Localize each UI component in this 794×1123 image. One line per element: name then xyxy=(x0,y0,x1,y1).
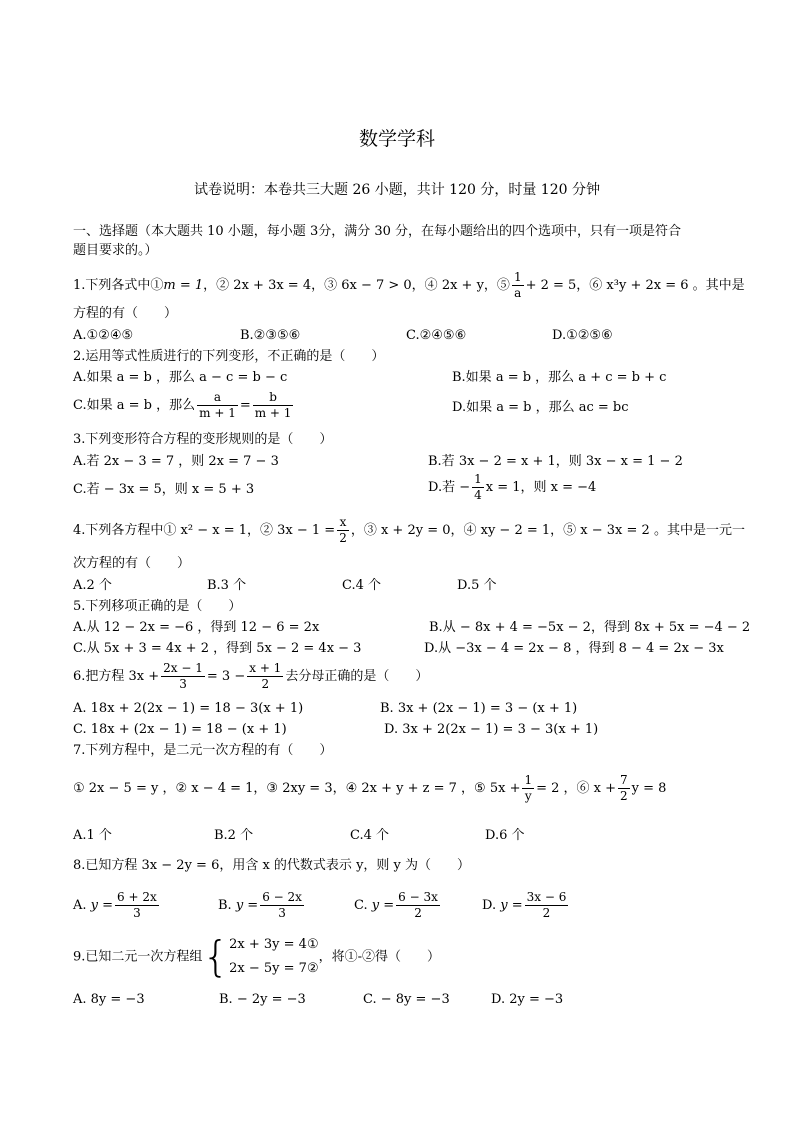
q8-optb-frac xyxy=(260,890,304,921)
q9-option-c[interactable]: C. − 8y = −3 xyxy=(363,992,450,1007)
q6-frac1 xyxy=(161,661,205,692)
question-8-stem: 8.已知方程 3x − 2y = 6，用含 x 的代数式表示 y，则 y 为（ ） xyxy=(73,858,471,873)
q7-items-post: y = 8 xyxy=(631,781,667,796)
q1-fraction xyxy=(512,270,524,301)
q8-opta-lhs: y = xyxy=(90,898,114,913)
q8-option-c[interactable] xyxy=(354,890,442,921)
q8-opta-num: 6 + 2x xyxy=(117,890,157,904)
question-2-stem: 2.运用等式性质进行的下列变形，不正确的是（ ） xyxy=(73,349,385,364)
section-heading xyxy=(73,222,723,260)
q2-option-b[interactable]: B.如果 a = b ，那么 a + c = b + c xyxy=(452,370,667,385)
q1-option-c[interactable]: C.②④⑤⑥ xyxy=(406,328,467,343)
q4-option-b[interactable]: B.3 个 xyxy=(207,578,247,593)
q9-eq2: 2x − 5y = 7② xyxy=(229,961,319,976)
q8-opta-frac xyxy=(115,890,159,921)
q9-pre: 9.已知二元一次方程组 xyxy=(73,949,203,965)
q5-option-d[interactable]: D.从 −3x − 4 = 2x − 8 ，得到 8 − 4 = 2x − 3x xyxy=(424,641,724,656)
q7-option-c[interactable]: C.4 个 xyxy=(350,828,390,843)
q3-option-b[interactable]: B.若 3x − 2 = x + 1，则 3x − x = 1 − 2 xyxy=(428,454,683,469)
q5-option-b[interactable]: B.从 − 8x + 4 = −5x − 2，得到 8x + 5x = −4 − 2 xyxy=(429,620,751,635)
q2-optc-num1: a xyxy=(197,390,238,406)
q2-optc-den2: m + 1 xyxy=(254,406,292,420)
q7-frac2 xyxy=(618,773,630,804)
q9-post: ，将①-②得（ ） xyxy=(318,949,441,965)
q1-frac-num: 1 xyxy=(513,270,522,284)
brace-symbol: { xyxy=(202,932,230,981)
q1-expr1: m = 1 xyxy=(163,278,204,293)
q7-items-mid: = 2 ，⑥ x + xyxy=(536,781,617,796)
q8-optc-num: 6 − 3x xyxy=(398,890,438,904)
q8-optb-label: B. xyxy=(218,898,232,913)
q8-optc-frac xyxy=(396,890,440,921)
q8-opta-label: A. xyxy=(73,898,87,913)
q4-frac-num: x xyxy=(337,515,349,531)
q6-mid: = 3 − xyxy=(206,669,246,684)
q7-frac2-den: 2 xyxy=(620,789,628,803)
q8-optd-label: D. xyxy=(482,898,497,913)
question-1-line2: 方程的有（ ） xyxy=(73,306,178,321)
question-3-stem: 3.下列变形符合方程的变形规则的是（ ） xyxy=(73,432,333,447)
q2-optc-frac2 xyxy=(253,390,294,421)
q7-option-d[interactable]: D.6 个 xyxy=(485,828,525,843)
q8-option-d[interactable] xyxy=(482,890,570,921)
q9-option-d[interactable]: D. 2y = −3 xyxy=(491,992,564,1007)
q6-frac2 xyxy=(247,661,283,692)
q3-optd-frac xyxy=(472,472,484,503)
q9-eq1: 2x + 3y = 4① xyxy=(229,937,319,952)
question-6-stem xyxy=(73,661,428,692)
q2-option-c[interactable] xyxy=(73,390,295,421)
question-1-stem xyxy=(73,270,745,301)
q7-option-b[interactable]: B.2 个 xyxy=(214,828,254,843)
question-9-stem xyxy=(73,933,440,981)
q3-option-a[interactable]: A.若 2x − 3 = 7 ，则 2x = 7 − 3 xyxy=(73,454,279,469)
q3-optd-den: 4 xyxy=(474,488,482,502)
question-4-line2: 次方程的有（ ） xyxy=(73,556,191,571)
q4-frac-den: 2 xyxy=(339,531,347,545)
q6-frac2-num: x + 1 xyxy=(249,661,282,675)
q3-optd-num: 1 xyxy=(474,472,482,486)
q8-option-b[interactable] xyxy=(218,890,306,921)
q2-option-a[interactable]: A.如果 a = b ，那么 a − c = b − c xyxy=(73,370,288,385)
q8-opta-den: 3 xyxy=(133,906,141,920)
q8-optc-lhs: y = xyxy=(371,898,395,913)
q3-optd-post: x = 1，则 x = −4 xyxy=(485,480,597,495)
q7-frac1 xyxy=(522,773,534,804)
q1-expr3: + 2 = 5，⑥ x³y + 2x = 6 。其中是 xyxy=(525,278,745,293)
q6-option-d[interactable]: D. 3x + 2(2x − 1) = 3 − 3(x + 1) xyxy=(384,722,599,737)
q7-option-a[interactable]: A.1 个 xyxy=(73,828,112,843)
q2-optc-eq: = xyxy=(239,398,251,413)
q9-option-b[interactable]: B. − 2y = −3 xyxy=(219,992,306,1007)
q7-items-pre: ① 2x − 5 = y ，② x − 4 = 1，③ 2xy = 3，④ 2x + y + z = 7 ，⑤ 5x + xyxy=(73,781,521,796)
q6-pre: 6.把方程 3x + xyxy=(73,669,160,684)
q9-equation-system xyxy=(229,933,318,981)
q8-optc-label: C. xyxy=(354,898,368,913)
q7-frac1-den: y xyxy=(524,789,532,803)
q7-frac1-num: 1 xyxy=(524,773,533,787)
q4-post: ，③ x + 2y = 0，④ xy − 2 = 1，⑤ x − 3x = 2 。其中是一元一 xyxy=(350,523,745,538)
q4-fraction xyxy=(337,515,349,546)
q8-optd-lhs: y = xyxy=(500,898,523,913)
section-heading-line2: 题目要求的。） xyxy=(73,243,158,258)
q8-optd-frac xyxy=(525,890,569,921)
q2-optc-den1: m + 1 xyxy=(199,406,236,420)
section-heading-line1: 一、选择题（本大题共 10 小题，每小题 3分，满分 30 分，在每小题给出的四个选项中，只有一项是符合 xyxy=(73,224,682,239)
q2-optc-num2: b xyxy=(253,390,294,406)
q4-option-a[interactable]: A.2 个 xyxy=(73,578,112,593)
q6-option-a[interactable]: A. 18x + 2(2x − 1) = 18 − 3(x + 1) xyxy=(73,701,304,716)
q2-optc-frac1 xyxy=(197,390,238,421)
q8-optd-den: 2 xyxy=(542,906,551,920)
q2-optc-prefix: C.如果 a = b ，那么 xyxy=(73,398,196,413)
q8-optb-lhs: y = xyxy=(235,898,259,913)
q8-optb-den: 3 xyxy=(278,906,286,920)
q2-option-d[interactable]: D.如果 a = b ，那么 ac = bc xyxy=(452,400,629,415)
q3-option-d[interactable] xyxy=(428,472,596,503)
q1-expr2: ，② 2x + 3x = 4，③ 6x − 7 > 0，④ 2x + y，⑤ xyxy=(203,278,510,293)
page-title: 数学学科 xyxy=(358,128,435,150)
q8-option-a[interactable] xyxy=(73,890,161,921)
q8-optb-num: 6 − 2x xyxy=(262,890,302,904)
q1-option-b[interactable]: B.②③⑤⑥ xyxy=(240,328,301,343)
q5-option-a[interactable]: A.从 12 − 2x = −6 ，得到 12 − 6 = 2x xyxy=(73,620,320,635)
q6-frac1-den: 3 xyxy=(179,677,187,691)
question-5-stem: 5.下列移项正确的是（ ） xyxy=(73,599,242,614)
q3-option-c[interactable]: C.若 − 3x = 5，则 x = 5 + 3 xyxy=(73,482,255,497)
q7-frac2-num: 7 xyxy=(620,773,628,787)
q1-option-a[interactable]: A.①②④⑤ xyxy=(73,328,134,343)
q5-option-c[interactable]: C.从 5x + 3 = 4x + 2 ，得到 5x − 2 = 4x − 3 xyxy=(73,641,362,656)
q8-optc-den: 2 xyxy=(414,906,422,920)
q9-option-a[interactable]: A. 8y = −3 xyxy=(73,992,145,1007)
exam-instructions: 试卷说明：本卷共三大题 26 小题，共计 120 分，时量 120 分钟 xyxy=(194,182,600,198)
q3-optd-prefix: D.若 − xyxy=(428,480,471,495)
question-7-stem: 7.下列方程中，是二元一次方程的有（ ） xyxy=(73,743,333,758)
q4-option-d[interactable]: D.5 个 xyxy=(457,578,497,593)
q7-items xyxy=(73,773,666,804)
question-4-stem xyxy=(73,515,745,546)
q6-option-b[interactable]: B. 3x + (2x − 1) = 3 − (x + 1) xyxy=(380,701,578,716)
q1-frac-den: a xyxy=(514,286,522,300)
q6-frac2-den: 2 xyxy=(261,677,270,691)
q6-frac1-num: 2x − 1 xyxy=(163,661,203,675)
q8-optd-num: 3x − 6 xyxy=(526,890,567,904)
q4-pre: 4.下列各方程中① x² − x = 1，② 3x − 1 = xyxy=(73,523,336,538)
q1-option-d[interactable]: D.①②⑤⑥ xyxy=(552,328,613,343)
q6-option-c[interactable]: C. 18x + (2x − 1) = 18 − (x + 1) xyxy=(73,722,287,737)
q6-post: 去分母正确的是（ ） xyxy=(285,669,429,684)
q4-option-c[interactable]: C.4 个 xyxy=(342,578,382,593)
q1-prefix: 1.下列各式中① xyxy=(73,278,164,293)
